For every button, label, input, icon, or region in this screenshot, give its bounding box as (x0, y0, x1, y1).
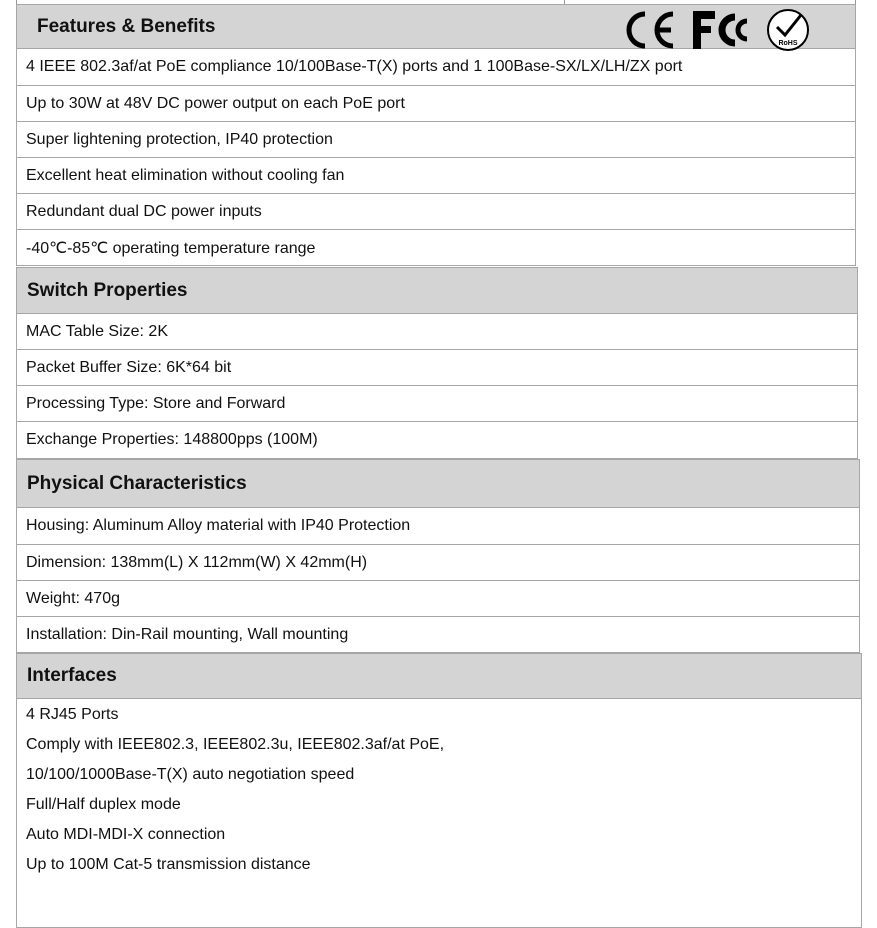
switch-row (16, 422, 858, 459)
rohs-mark-icon (765, 7, 811, 53)
fcc-mark-icon (691, 9, 751, 51)
interfaces-list (16, 699, 862, 928)
switch-text: Exchange Properties: 148800pps (100M) (26, 431, 318, 448)
switch-text: Processing Type: Store and Forward (26, 394, 286, 412)
interfaces-title: Interfaces (27, 665, 117, 686)
feature-row (16, 49, 856, 86)
switch-section (16, 267, 858, 459)
feature-row (16, 230, 856, 266)
interfaces-section (16, 653, 862, 928)
physical-row (16, 617, 860, 653)
feature-text: Redundant dual DC power inputs (26, 202, 262, 220)
switch-text: Packet Buffer Size: 6K*64 bit (26, 358, 232, 376)
physical-text: Dimension: 138mm(L) X 112mm(W) X 42mm(H) (26, 553, 368, 571)
physical-text: Weight: 470g (26, 589, 120, 607)
switch-text: MAC Table Size: 2K (26, 322, 168, 340)
feature-row (16, 122, 856, 158)
feature-text: Excellent heat elimination without cooling fan (26, 166, 345, 184)
feature-text: Super lightening protection, IP40 protection (26, 130, 333, 148)
physical-text: Housing: Aluminum Alloy material with IP40 Protection (26, 517, 411, 534)
feature-row (16, 194, 856, 230)
switch-row (16, 314, 858, 350)
rohs-logo-text: RoHS (778, 40, 798, 47)
physical-section (16, 459, 860, 653)
interface-line: Auto MDI-MDI-X connection (26, 826, 226, 843)
interface-line: Up to 100M Cat-5 transmission distance (26, 856, 311, 873)
switch-title: Switch Properties (27, 279, 188, 301)
switch-row (16, 350, 858, 386)
physical-header (16, 459, 860, 508)
interface-line: 10/100/1000Base-T(X) auto negotiation speed (26, 766, 355, 783)
features-header (16, 4, 856, 49)
feature-text: 4 IEEE 802.3af/at PoE compliance 10/100Base-T(X) ports and 1 100Base-SX/LX/LH/ZX port (26, 58, 683, 75)
features-title: Features & Benefits (37, 15, 216, 37)
feature-row (16, 86, 856, 122)
feature-row (16, 158, 856, 194)
feature-text: Up to 30W at 48V DC power output on each PoE port (26, 94, 405, 112)
physical-title: Physical Characteristics (27, 472, 247, 494)
interfaces-header (16, 653, 862, 699)
interface-line: 4 RJ45 Ports (26, 706, 119, 723)
ce-mark-icon (621, 10, 677, 50)
switch-header (16, 267, 858, 314)
physical-row (16, 581, 860, 617)
switch-row (16, 386, 858, 422)
physical-row (16, 508, 860, 545)
interface-line: Comply with IEEE802.3, IEEE802.3u, IEEE802.3af/at PoE, (26, 736, 445, 753)
feature-text: -40℃-85℃ operating temperature range (26, 239, 316, 257)
physical-row (16, 545, 860, 581)
interface-line: Full/Half duplex mode (26, 796, 181, 813)
features-section (16, 4, 856, 266)
certification-logos (621, 7, 811, 53)
physical-text: Installation: Din-Rail mounting, Wall mounting (26, 625, 349, 643)
